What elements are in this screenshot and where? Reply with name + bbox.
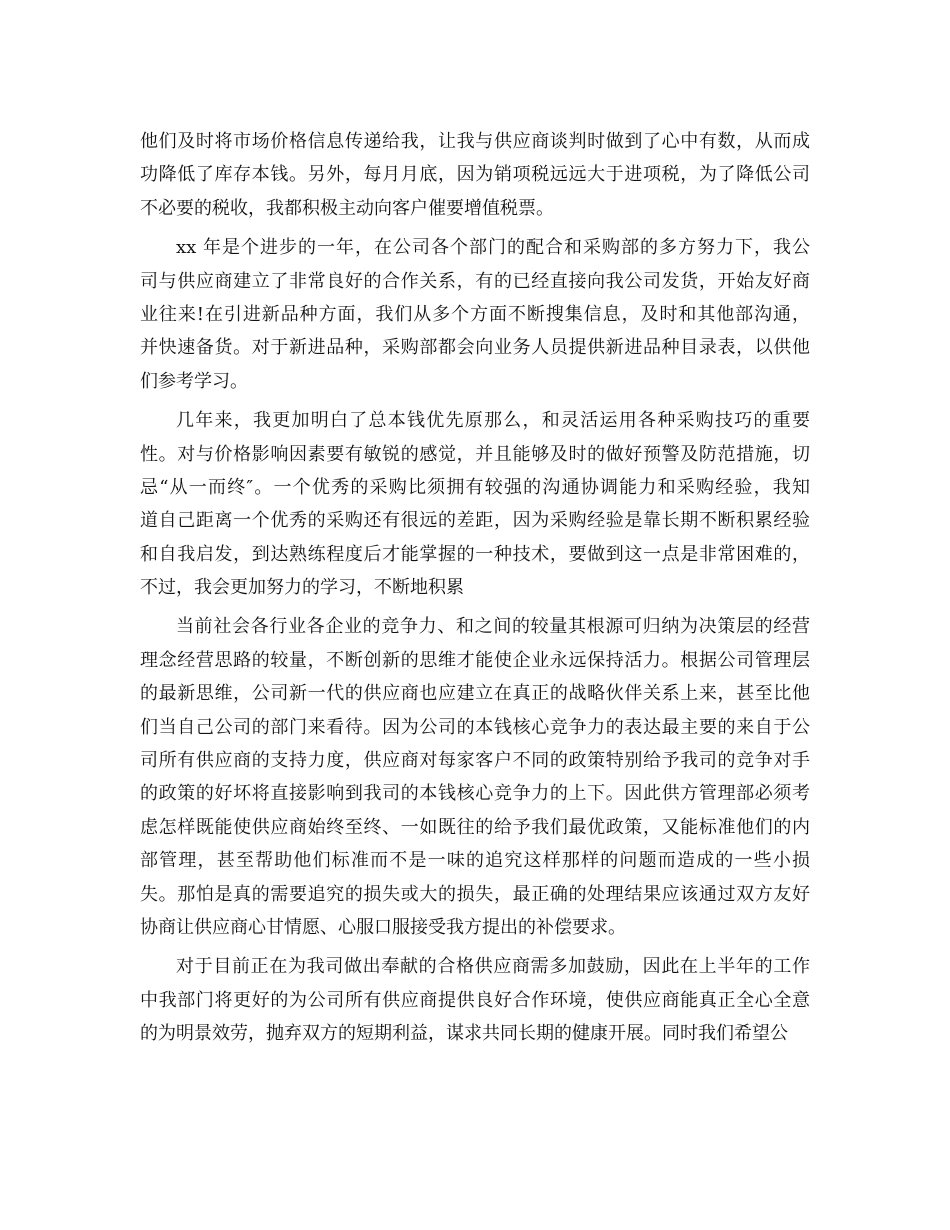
paragraph-line: 几年来，我更加明白了总本钱优先原那么，和灵活运用各种采购技巧的重要 <box>176 410 810 432</box>
paragraph-line: 的为明景效劳，抛弃双方的短期利益，谋求共同长期的健康开展。同时我们希望公 <box>140 1023 788 1045</box>
paragraph-line: 们当自己公司的部门来看待。因为公司的本钱核心竞争力的表达最主要的来自于公 <box>140 716 810 738</box>
paragraph-line: 功降低了库存本钱。另外，每月月底，因为销项税远远大于进项税，为了降低公司 <box>140 164 810 186</box>
paragraph-line: 的政策的好坏将直接影响到我司的本钱核心竞争力的上下。因此供方管理部必须考 <box>140 783 810 805</box>
paragraph <box>140 950 810 1050</box>
paragraph-line: 司与供应商建立了非常良好的合作关系，有的已经直接向我公司发货，开始友好商 <box>140 270 810 292</box>
document-body <box>140 125 810 1051</box>
paragraph-line: 当前社会各行业各企业的竞争力、和之间的较量其根源可归纳为决策层的经营 <box>176 616 810 638</box>
paragraph-line: 道自己距离一个优秀的采购还有很远的差距，因为采购经验是靠长期不断积累经验 <box>140 510 810 532</box>
paragraph-line: xx 年是个进步的一年，在公司各个部门的配合和采购部的多方努力下，我公 <box>176 237 810 259</box>
paragraph-line: 和自我启发，到达熟练程度后才能掌握的一种技术，要做到这一点是非常困难的， <box>140 543 810 565</box>
paragraph-line: 部管理，甚至帮助他们标准而不是一味的追究这样那样的问题而造成的一些小损 <box>140 850 810 872</box>
paragraph-line: 不必要的税收，我都积极主动向客户催要增值税票。 <box>140 197 554 219</box>
paragraph <box>140 610 810 944</box>
paragraph-line: 司所有供应商的支持力度，供应商对每家客户不同的政策特别给予我司的竞争对手 <box>140 750 810 772</box>
paragraph <box>140 231 810 398</box>
paragraph-line: 不过，我会更加努力的学习，不断地积累 <box>140 577 464 599</box>
paragraph-line: 的最新思维，公司新一代的供应商也应建立在真正的战略伙伴关系上来，甚至比他 <box>140 683 810 705</box>
paragraph-line: 并快速备货。对于新进品种，采购部都会向业务人员提供新进品种目录表，以供他 <box>140 337 810 359</box>
paragraph-line: 失。那怕是真的需要追究的损失或大的损失，最正确的处理结果应该通过双方友好 <box>140 883 810 905</box>
paragraph-line: 理念经营思路的较量，不断创新的思维才能使企业永远保持活力。根据公司管理层 <box>140 649 810 671</box>
paragraph-line: 们参考学习。 <box>140 370 248 392</box>
paragraph-line: 协商让供应商心甘情愿、心服口服接受我方提出的补偿要求。 <box>140 916 626 938</box>
paragraph-line: 性。对与价格影响因素要有敏锐的感觉，并且能够及时的做好预警及防范措施，切 <box>140 443 810 465</box>
paragraph-line: 中我部门将更好的为公司所有供应商提供良好合作环境，使供应商能真正全心全意 <box>140 989 810 1011</box>
paragraph-line: 虑怎样既能使供应商始终至终、一如既往的给予我们最优政策，又能标准他们的内 <box>140 816 810 838</box>
paragraph-line: 忌“从一而终″。一个优秀的采购比须拥有较强的沟通协调能力和采购经验，我知 <box>140 476 810 498</box>
paragraph-line: 他们及时将市场价格信息传递给我，让我与供应商谈判时做到了心中有数，从而成 <box>140 131 810 152</box>
paragraph <box>140 404 810 604</box>
paragraph-line: 对于目前正在为我司做出奉献的合格供应商需多加鼓励，因此在上半年的工作 <box>176 956 810 978</box>
paragraph-line: 业往来!在引进新品种方面，我们从多个方面不断搜集信息，及时和其他部沟通， <box>140 303 810 325</box>
paragraph <box>140 125 810 225</box>
